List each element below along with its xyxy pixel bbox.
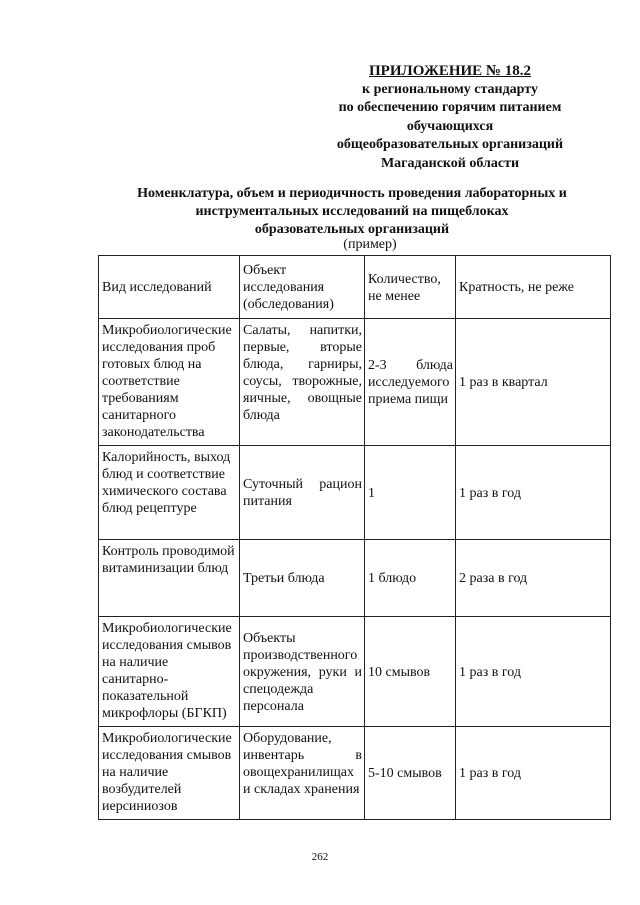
table-row [99,319,611,446]
cell-object: Салаты, напитки, первые, вторые блюда, гарниры, соусы, творожные, яичные, овощные блюда [240,319,365,446]
appendix-line-2: по обеспечению горячим питанием [338,100,562,115]
document-title [92,185,612,239]
header-cell-object: Объект исследования (обследования) [240,256,365,319]
example-note: (пример) [343,237,397,252]
appendix-header [300,62,600,173]
cell-object: Оборудование, инвентарь в овощехранилищах и складах хранения [240,727,365,820]
header-cell-frequency: Кратность, не реже [456,256,611,319]
appendix-line-5: Магаданской области [380,155,520,171]
cell-frequency: 1 раз в год [456,617,611,727]
title-line-2: инструментальных исследований на пищеблоках [195,204,509,219]
appendix-line-4: общеобразовательных организаций [336,137,564,152]
cell-quantity: 1 [365,446,456,540]
appendix-heading: ПРИЛОЖЕНИЕ № 18.2 [369,63,531,79]
cell-quantity: 5-10 смывов [365,727,456,820]
research-table [98,255,611,820]
cell-frequency: 1 раз в год [456,727,611,820]
appendix-line-1: к региональному стандарту [362,81,538,97]
table-row [99,540,611,617]
cell-quantity: 2-3 блюда исследуемого приема пищи [365,319,456,446]
cell-type: Контроль проводимой витаминизации блюд [99,540,240,617]
cell-object: Третьи блюда [240,540,365,617]
table-header-row [99,256,611,319]
cell-type: Микробиологические исследования смывов на наличие возбудителей иерсиниозов [99,727,240,820]
table-row [99,727,611,820]
cell-type: Микробиологические исследования смывов на наличие санитарно-показательной микрофлоры (БГКП) [99,617,240,727]
title-line-3: образовательных организаций [254,222,450,237]
header-cell-type: Вид исследований [99,256,240,319]
cell-frequency: 1 раз в квартал [456,319,611,446]
page-number: 262 [311,851,329,863]
title-line-1: Номенклатура, объем и периодичность проведения лабораторных и [137,186,567,201]
cell-quantity: 10 смывов [365,617,456,727]
table-row [99,446,611,540]
cell-quantity: 1 блюдо [365,540,456,617]
cell-type: Калорийность, выход блюд и соответствие химического состава блюд рецептуре [99,446,240,540]
cell-type: Микробиологические исследования проб готовых блюд на соответствие требованиям санитарного законодательства [99,319,240,446]
cell-object: Суточный рацион питания [240,446,365,540]
cell-object: Объекты производственного окружения, руки и спецодежда персонала [240,617,365,727]
header-cell-quantity: Количество, не менее [365,256,456,319]
table-row [99,617,611,727]
cell-frequency: 2 раза в год [456,540,611,617]
cell-frequency: 1 раз в год [456,446,611,540]
appendix-line-3: обучающихся [406,118,494,134]
